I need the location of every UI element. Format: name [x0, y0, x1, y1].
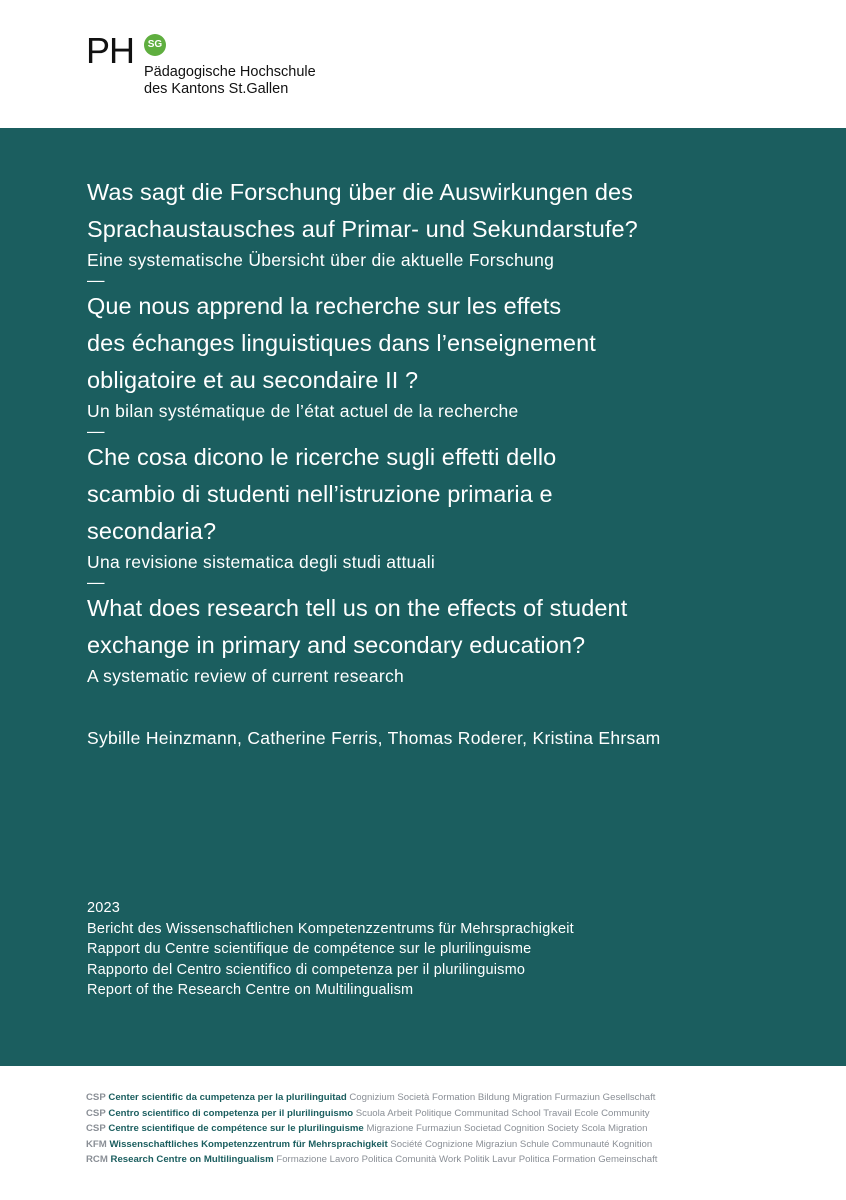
footer-abbr: CSP [86, 1092, 106, 1103]
footer-line [86, 1090, 657, 1106]
footer-line [86, 1106, 657, 1122]
footer-institute: Centro scientifico di competenza per il plurilinguismo [108, 1107, 354, 1119]
title-de-line-2: Sprachaustausches auf Primar- und Sekundarstufe? [87, 216, 638, 242]
title-block-it [87, 439, 787, 590]
publication-year: 2023 [87, 900, 121, 916]
authors: Sybille Heinzmann, Catherine Ferris, Thomas Roderer, Kristina Ehrsam [87, 728, 661, 748]
title-block-de [87, 174, 787, 288]
report-series-fr: Rapport du Centre scientifique de compétence sur le plurilinguisme [87, 941, 532, 957]
footer-institute: Centre scientifique de compétence sur le plurilinguisme [108, 1123, 364, 1135]
footer-keywords: Migrazione Furmaziun Societad Cognition Society Scola Migration [366, 1123, 648, 1135]
subtitle-it: Una revisione sistematica degli studi attuali [87, 552, 436, 572]
subtitle-de: Eine systematische Übersicht über die aktuelle Forschung [87, 250, 555, 270]
title-en-line-2: exchange in primary and secondary education? [87, 632, 586, 658]
footer-line [86, 1121, 657, 1137]
separator: — [87, 270, 105, 290]
footer-line [86, 1152, 657, 1168]
footer-abbr: CSP [86, 1107, 106, 1119]
logo-letters: PH [86, 30, 135, 71]
title-it-line-2: scambio di studenti nell’istruzione primaria e [87, 481, 553, 507]
footer-institute: Center scientific da cumpetenza per la plurilinguitad [108, 1092, 347, 1103]
footer-keywords: Scuola Arbeit Politique Communitad School Travail Ecole Community [355, 1107, 650, 1119]
cover-panel [0, 128, 846, 1066]
logo-badge-icon: SG [144, 34, 166, 56]
footer-institute: Wissenschaftliches Kompetenzzentrum für Mehrsprachigkeit [109, 1138, 388, 1150]
report-meta [87, 898, 574, 1001]
footer-line [86, 1137, 657, 1153]
title-block-en [87, 590, 787, 688]
institution-name [144, 64, 316, 98]
subtitle-en: A systematic review of current research [87, 666, 405, 686]
header [0, 0, 846, 128]
footer [0, 1066, 846, 1200]
title-de-line-1: Was sagt die Forschung über die Auswirkungen des [87, 179, 634, 205]
title-fr-line-1: Que nous apprend la recherche sur les effets [87, 293, 562, 319]
footer-institute: Research Centre on Multilingualism [110, 1154, 274, 1166]
institution-line-2: des Kantons St.Gallen [144, 81, 289, 97]
institution-line-1: Pädagogische Hochschule [144, 64, 316, 80]
footer-lines [86, 1090, 657, 1168]
separator: — [87, 572, 105, 592]
title-fr-line-2: des échanges linguistiques dans l’enseignement [87, 330, 596, 356]
cover-content [87, 174, 787, 750]
title-block-fr [87, 288, 787, 439]
title-it-line-3: secondaria? [87, 518, 217, 544]
footer-keywords: Cognizium Società Formation Bildung Migration Furmaziun Gesellschaft [349, 1092, 656, 1103]
footer-abbr: RCM [86, 1154, 108, 1166]
title-it-line-1: Che cosa dicono le ricerche sugli effetti dello [87, 444, 557, 470]
separator: — [87, 421, 105, 441]
footer-keywords: Société Cognizione Migraziun Schule Communauté Kognition [390, 1138, 653, 1150]
footer-abbr: CSP [86, 1123, 106, 1135]
report-series-en: Report of the Research Centre on Multilingualism [87, 982, 414, 998]
title-fr-line-3: obligatoire et au secondaire II ? [87, 367, 419, 393]
report-series-de: Bericht des Wissenschaftlichen Kompetenzzentrums für Mehrsprachigkeit [87, 920, 574, 937]
report-series-it: Rapporto del Centro scientifico di competenza per il plurilinguismo [87, 961, 526, 978]
subtitle-fr: Un bilan systématique de l’état actuel de la recherche [87, 401, 519, 421]
footer-abbr: KFM [86, 1138, 107, 1150]
footer-keywords: Formazione Lavoro Politica Comunità Work Politik Lavur Politica Formation Gemeinschaft [276, 1154, 658, 1166]
title-en-line-1: What does research tell us on the effects of student [87, 595, 628, 621]
